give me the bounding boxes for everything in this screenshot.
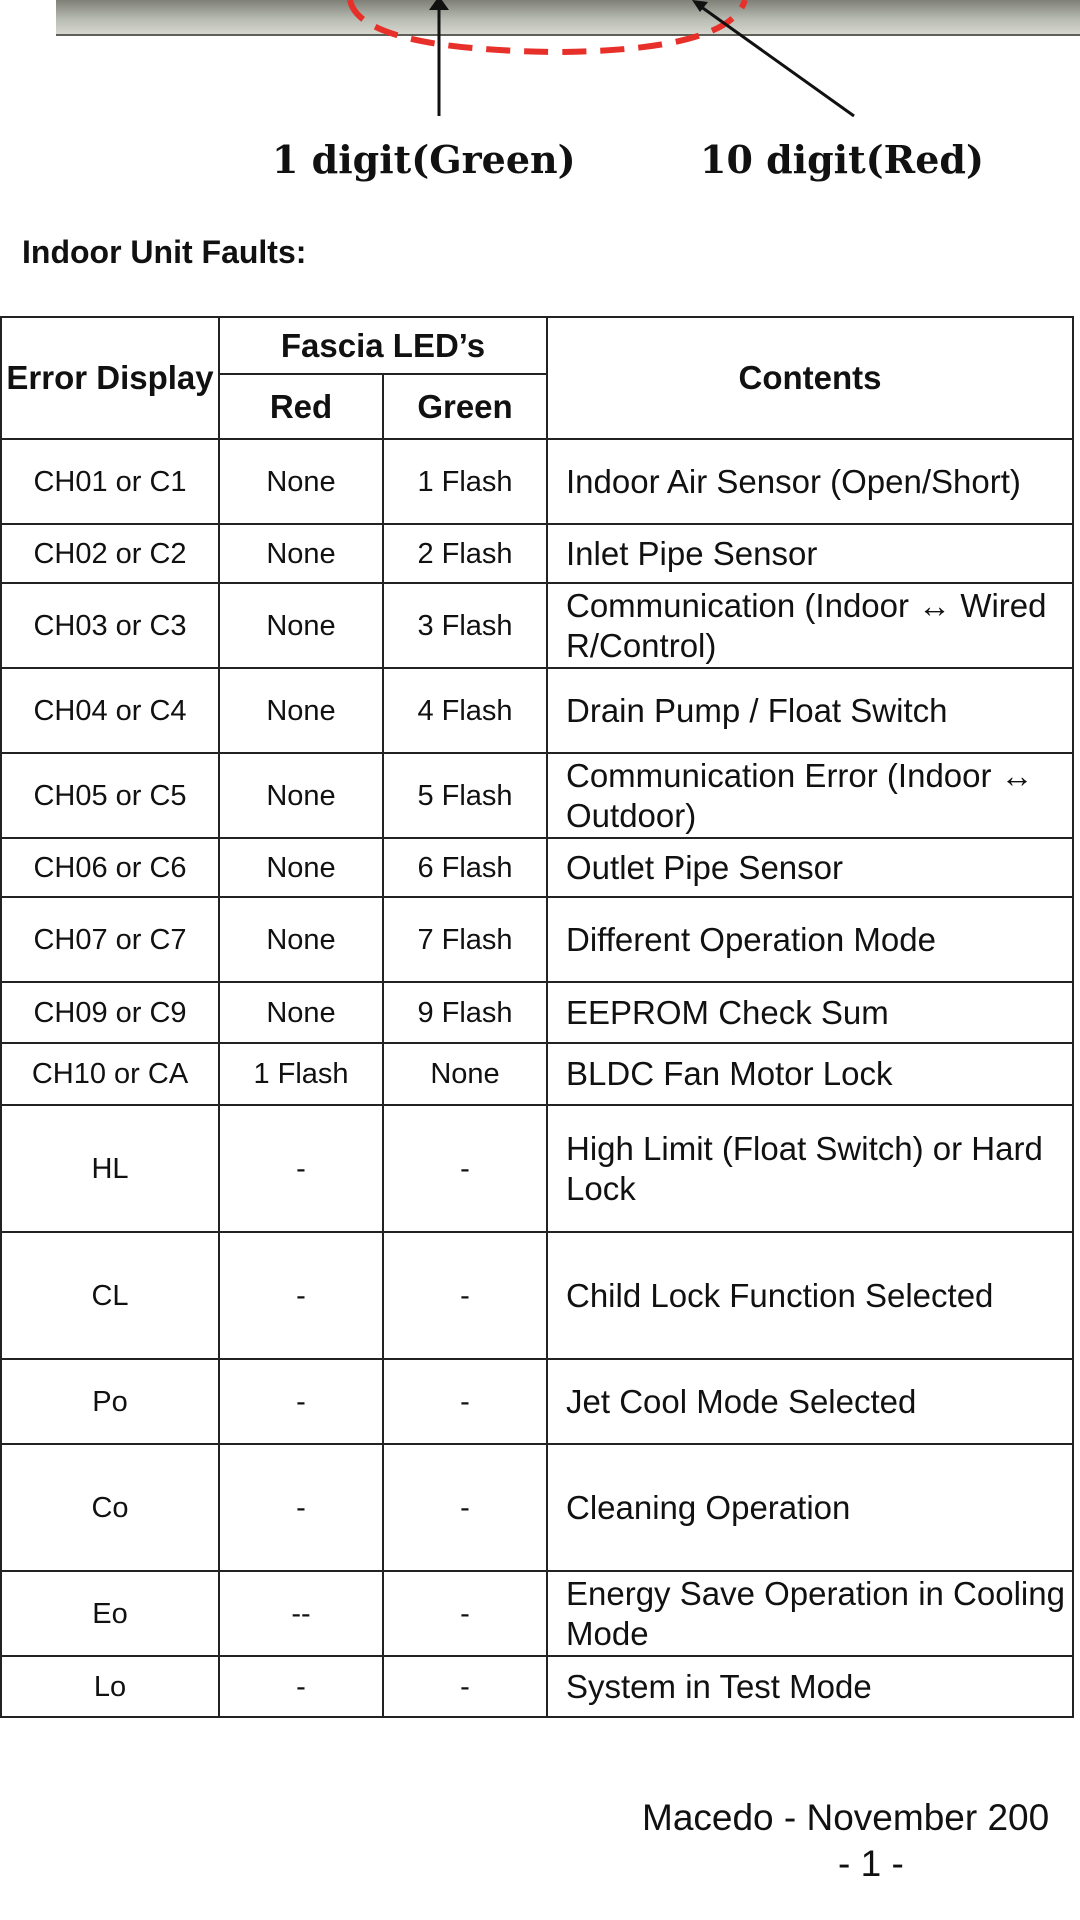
red-led-cell: 1 Flash [219, 1043, 383, 1105]
contents-cell: Communication Error (Indoor ↔ Outdoor) [547, 753, 1073, 838]
contents-cell: Outlet Pipe Sensor [547, 838, 1073, 897]
red-led-cell: None [219, 583, 383, 668]
table-row [1, 1105, 1073, 1232]
contents-cell: Inlet Pipe Sensor [547, 524, 1073, 583]
error-code-cell: Po [1, 1359, 219, 1444]
header-red: Red [219, 374, 383, 439]
green-led-cell: 3 Flash [383, 583, 547, 668]
table-row [1, 1043, 1073, 1105]
red-led-cell: - [219, 1656, 383, 1717]
table-row [1, 982, 1073, 1043]
green-led-cell: 5 Flash [383, 753, 547, 838]
red-digit-label: 10 digit(Red) [700, 137, 984, 182]
error-code-cell: CH03 or C3 [1, 583, 219, 668]
green-led-cell: - [383, 1105, 547, 1232]
footer-author-date: Macedo - November 200 [642, 1797, 1050, 1838]
contents-cell: Communication (Indoor ↔ Wired R/Control) [547, 583, 1073, 668]
green-digit-arrowhead [429, 0, 449, 10]
table-row [1, 668, 1073, 753]
error-code-cell: CH10 or CA [1, 1043, 219, 1105]
contents-cell: Cleaning Operation [547, 1444, 1073, 1571]
contents-cell: High Limit (Float Switch) or Hard Lock [547, 1105, 1073, 1232]
contents-cell: Energy Save Operation in Cooling Mode [547, 1571, 1073, 1656]
error-code-cell: CL [1, 1232, 219, 1359]
error-code-cell: CH01 or C1 [1, 439, 219, 524]
contents-cell: Drain Pump / Float Switch [547, 668, 1073, 753]
green-led-cell: 9 Flash [383, 982, 547, 1043]
green-led-cell: 6 Flash [383, 838, 547, 897]
red-led-cell: - [219, 1105, 383, 1232]
contents-cell: Indoor Air Sensor (Open/Short) [547, 439, 1073, 524]
table-row [1, 1656, 1073, 1717]
green-led-cell: 2 Flash [383, 524, 547, 583]
error-code-cell: CH02 or C2 [1, 524, 219, 583]
green-led-cell: - [383, 1571, 547, 1656]
green-led-cell: - [383, 1232, 547, 1359]
green-digit-label: 1 digit(Green) [272, 137, 576, 182]
error-code-cell: HL [1, 1105, 219, 1232]
red-led-cell: None [219, 668, 383, 753]
table-row [1, 1444, 1073, 1571]
error-code-cell: Lo [1, 1656, 219, 1717]
table-row [1, 439, 1073, 524]
red-digit-arrow [700, 6, 854, 116]
red-led-cell: None [219, 439, 383, 524]
table-row [1, 583, 1073, 668]
red-led-cell: - [219, 1444, 383, 1571]
contents-cell: System in Test Mode [547, 1656, 1073, 1717]
table-row [1, 753, 1073, 838]
error-code-cell: Eo [1, 1571, 219, 1656]
error-code-cell: Co [1, 1444, 219, 1571]
error-code-cell: CH06 or C6 [1, 838, 219, 897]
table-row [1, 1359, 1073, 1444]
header-contents: Contents [547, 317, 1073, 439]
contents-cell: Child Lock Function Selected [547, 1232, 1073, 1359]
error-code-cell: CH05 or C5 [1, 753, 219, 838]
error-code-cell: CH09 or C9 [1, 982, 219, 1043]
table-row [1, 524, 1073, 583]
green-led-cell: None [383, 1043, 547, 1105]
table-row [1, 897, 1073, 982]
section-heading: Indoor Unit Faults: [22, 234, 307, 270]
page-number: - 1 - [838, 1843, 904, 1884]
contents-cell: Different Operation Mode [547, 897, 1073, 982]
table-row [1, 1571, 1073, 1656]
red-led-cell: None [219, 982, 383, 1043]
table-row [1, 1232, 1073, 1359]
green-led-cell: 1 Flash [383, 439, 547, 524]
green-led-cell: 7 Flash [383, 897, 547, 982]
green-led-cell: 4 Flash [383, 668, 547, 753]
header-fascia-leds: Fascia LED’s [219, 317, 547, 374]
red-led-cell: None [219, 838, 383, 897]
contents-cell: BLDC Fan Motor Lock [547, 1043, 1073, 1105]
header-green: Green [383, 374, 547, 439]
contents-cell: Jet Cool Mode Selected [547, 1359, 1073, 1444]
error-code-cell: CH07 or C7 [1, 897, 219, 982]
error-code-cell: CH04 or C4 [1, 668, 219, 753]
table-row [1, 838, 1073, 897]
indoor-fault-table [0, 316, 1074, 1718]
red-led-cell: - [219, 1359, 383, 1444]
contents-cell: EEPROM Check Sum [547, 982, 1073, 1043]
green-led-cell: - [383, 1444, 547, 1571]
red-led-cell: -- [219, 1571, 383, 1656]
red-led-cell: None [219, 753, 383, 838]
digit-highlight-ring [350, 0, 745, 52]
header-error-display: Error Display [1, 317, 219, 439]
red-led-cell: None [219, 524, 383, 583]
green-led-cell: - [383, 1656, 547, 1717]
red-led-cell: None [219, 897, 383, 982]
red-led-cell: - [219, 1232, 383, 1359]
green-led-cell: - [383, 1359, 547, 1444]
